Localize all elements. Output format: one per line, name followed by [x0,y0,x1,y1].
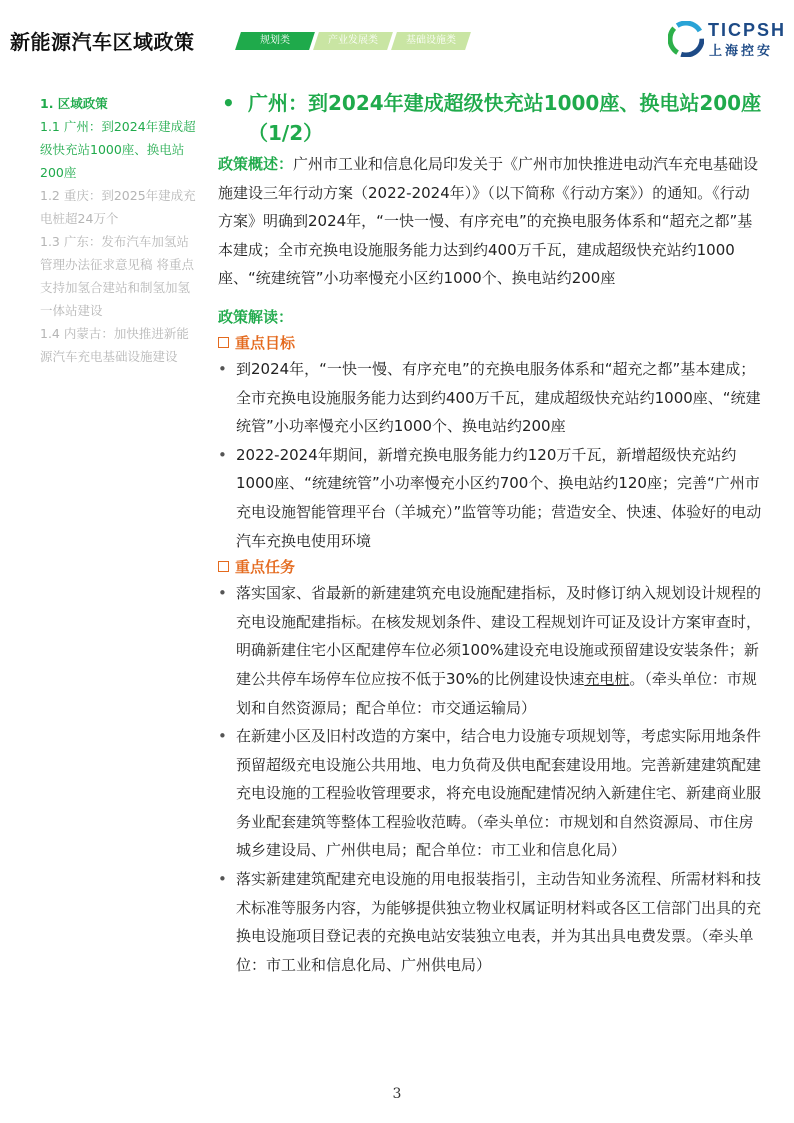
list-item [218,355,764,441]
sidebar-item-neimenggu[interactable]: 1.4 内蒙古：加快推进新能源汽车充电基础设施建设 [40,326,189,364]
sidebar-item-guangdong[interactable]: 1.3 广东：发布汽车加氢站管理办法征求意见稿 将重点支持加氢合建站和制氢加氢一体站建设 [40,234,194,318]
goals-list [218,355,764,555]
list-item [218,722,764,865]
checkbox-square-icon [218,561,229,572]
tab-infrastructure-label: 基础设施类 [406,35,456,46]
heading-bullet: • [222,91,235,115]
logo-swirl-icon [668,21,704,57]
task-underlined-term: 充电桩 [584,669,630,688]
tab-infrastructure[interactable] [391,32,471,50]
tasks-heading-text: 重点任务 [235,558,296,577]
logo-wordmark: TICPSH [708,20,787,40]
main-content [218,88,764,979]
overview-text: 广州市工业和信息化局印发关于《广州市加快推进电动汽车充电基础设施建设三年行动方案（2022-2024年）》（以下简称《行动方案》）的通知。《行动方案》明确到2024年，“一快一慢、有序充电”的充换电服务体系和“超充之都”基本建成；全市充换电设施服务能力达到约400万千瓦，建成超级快充站约1000座、“统建统管”小功率慢充小区约1000个、换电站约200座 [218,155,759,288]
page-number: 3 [392,1086,402,1102]
sidebar-section-head[interactable]: 1. 区域政策 [40,96,108,111]
tasks-list [218,579,764,979]
goals-heading [218,331,764,355]
list-item [218,865,764,979]
bullet-dot: • [218,445,227,464]
tab-industry[interactable] [313,32,393,50]
task-text: 落实新建建筑配建充电设施的用电报装指引，主动告知业务流程、所需材料和技术标准等服务内容，为能够提供独立物业权属证明材料或各区工信部门出具的充换电设施项目登记表的充换电站安装独立电表，并为其出具电费发票。（牵头单位：市工业和信息化局、广州供电局） [236,870,762,974]
list-item [218,579,764,722]
tab-planning-label: 规划类 [260,35,290,46]
goal-text: 到2024年，“一快一慢、有序充电”的充换电服务体系和“超充之都”基本建成；全市充换电设施服务能力达到约400万千瓦，建成超级快充站约1000座、“统建统管”小功率慢充小区约1000个、换电站约200座 [236,359,761,436]
page-heading-text: 广州：到2024年建成超级快充站1000座、换电站200座（1/2） [248,91,762,145]
document-title: 新能源汽车区域政策 [10,30,195,54]
sidebar-nav [40,92,196,368]
overview-label: 政策概述： [218,155,294,173]
goal-text: 2022-2024年期间，新增充换电服务能力约120万千瓦，新增超级快充站约1000座、“统建统管”小功率慢充小区约700个、换电站约120座；完善“广州市充电设施智能管理平台（羊城充）”监管等功能；营造安全、快速、体验好的电动汽车充换电使用环境 [236,445,762,550]
list-item [218,441,764,555]
task-tail: 。（牵头单位：市规划和自然资源局；配合单位：市交通运输局） [236,669,757,717]
bullet-dot: • [218,584,227,603]
tasks-heading [218,555,764,579]
goals-heading-text: 重点目标 [235,333,296,352]
task-text: 落实国家、省最新的新建建筑充电设施配建指标，及时修订纳入规划设计规程的充电设施配建指标。在核发规划条件、建设工程规划许可证及设计方案审查时，明确新建住宅小区配建停车位必须100%建设充电设施或预留建设安装条件；新建公共停车场停车位应按不低于30%的比例建设快速 [236,584,762,688]
logo-subtitle: 上海控安 [709,44,774,59]
bullet-dot: • [218,870,227,889]
checkbox-square-icon [218,337,229,348]
bullet-dot: • [218,727,227,746]
task-text: 在新建小区及旧村改造的方案中，结合电力设施专项规划等，考虑实际用地条件预留超级充电设施公共用地、电力负荷及供电配套建设用地。完善新建建筑配建充电设施的工程验收管理要求，将充电设施配建情况纳入新建住宅、新建商业服务业配套建筑等整体工程验收范畴。（牵头单位：市规划和自然资源局、市住房城乡建设局、广州供电局；配合单位：市工业和信息化局） [236,727,762,860]
page-heading [218,88,764,148]
bullet-dot: • [218,359,227,378]
tab-industry-label: 产业发展类 [328,35,378,46]
policy-overview [218,150,764,293]
sidebar-item-chongqing[interactable]: 1.2 重庆：到2025年建成充电桩超24万个 [40,188,196,226]
interpretation-label: 政策解读： [218,307,294,326]
sidebar-item-guangzhou[interactable]: 1.1 广州：到2024年建成超级快充站1000座、换电站200座 [40,119,196,180]
tab-planning[interactable] [235,32,315,50]
company-logo [668,20,788,60]
